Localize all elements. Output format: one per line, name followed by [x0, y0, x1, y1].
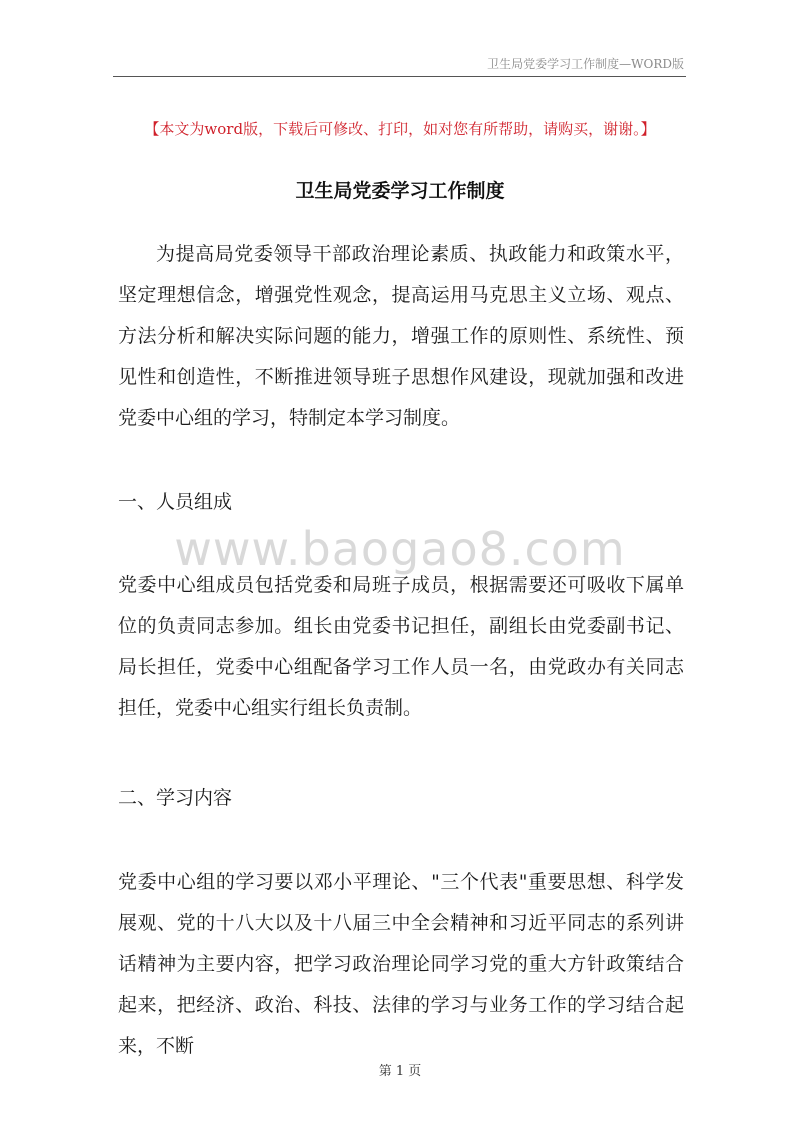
- header-divider: [113, 76, 686, 77]
- section-body-1: 党委中心组成员包括党委和局班子成员，根据需要还可吸收下属单位的负责同志参加。组长由党委书记担任，副组长由党委副书记、局长担任，党委中心组配备学习工作人员一名，由党政办有关同志担任，党委中心组实行组长负责制。: [118, 574, 684, 719]
- document-title: 卫生局党委学习工作制度: [295, 180, 505, 202]
- page-number: 第 1 页: [378, 1064, 422, 1079]
- intro-paragraph: 为提高局党委领导干部政治理论素质、执政能力和政策水平，坚定理想信念，增强党性观念，提高运用马克思主义立场、观点、方法分析和解决实际问题的能力，增强工作的原则性、系统性、预见性和创造性，不断推进领导班子思想作风建设，现就加强和改进党委中心组的学习，特制定本学习制度。: [118, 243, 684, 429]
- section-heading-2: 二、学习内容: [118, 787, 233, 809]
- section-body-2: 党委中心组的学习要以邓小平理论、"三个代表"重要思想、科学发展观、党的十八大以及十八届三中全会精神和习近平同志的系列讲话精神为主要内容，把学习政治理论同学习党的重大方针政策结合起来，把经济、政治、科技、法律的学习与业务工作的学习结合起来，不断: [118, 871, 684, 1057]
- running-header: 卫生局党委学习工作制度—WORD版: [487, 57, 684, 71]
- purchase-notice: 【本文为word版，下载后可修改、打印，如对您有所帮助，请购买，谢谢。】: [144, 120, 656, 138]
- watermark-text: www.baogao8.com: [174, 522, 626, 576]
- section-heading-1: 一、人员组成: [118, 491, 233, 513]
